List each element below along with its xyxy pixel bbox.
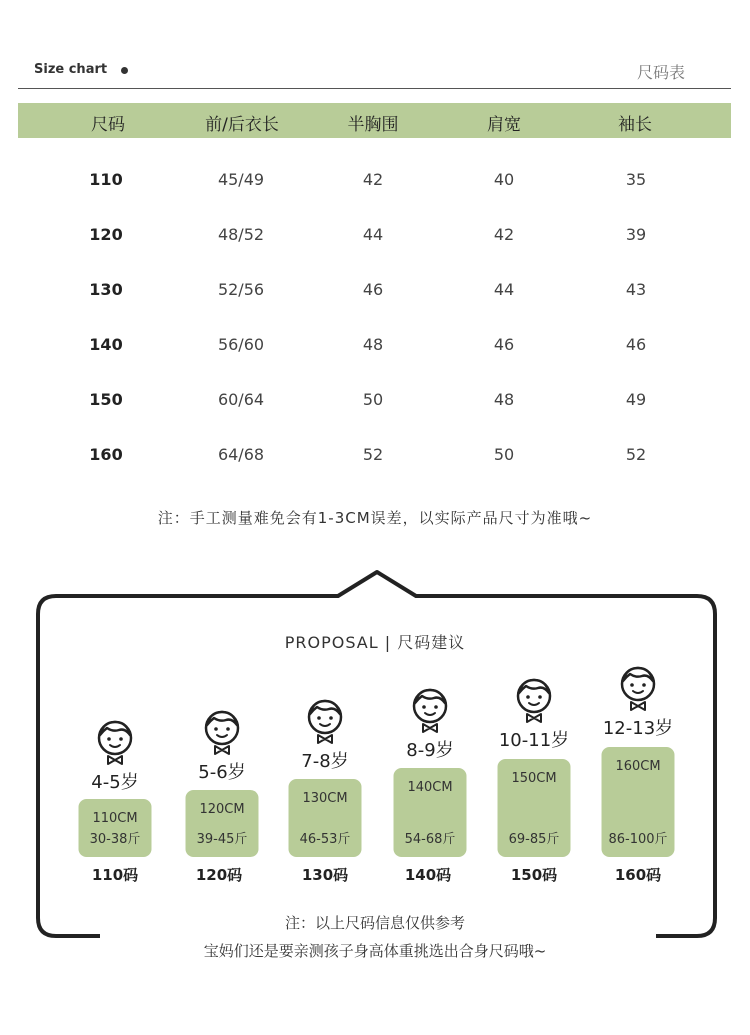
cell-size: 130 [89, 280, 123, 299]
cell-sleeve: 39 [625, 225, 647, 244]
kid-4-5 [65, 718, 165, 794]
height-label: 110CM [92, 811, 138, 826]
cell-size: 110 [89, 170, 123, 189]
child-face-icon [95, 718, 135, 768]
recommended-size: 110码 [91, 866, 139, 884]
col-header-length: 前/后衣长 [205, 115, 279, 135]
size-card [289, 779, 362, 857]
size-card [498, 759, 571, 857]
kid-5-6 [172, 708, 272, 784]
cell-shoulder: 50 [493, 445, 515, 464]
cell-size: 160 [89, 445, 123, 464]
recommended-size: 160码 [614, 866, 662, 884]
cell-length: 64/68 [217, 445, 265, 464]
measurement-note: 注：手工测量难免会有1-3CM误差，以实际产品尺寸为准哦~ [157, 509, 593, 527]
cell-chest: 48 [362, 335, 384, 354]
proposal-title: PROPOSAL | 尺码建议 [284, 633, 466, 652]
weight-label: 54-68斤 [404, 832, 456, 847]
weight-label: 69-85斤 [508, 832, 560, 847]
height-label: 160CM [615, 759, 661, 774]
cell-chest: 50 [362, 390, 384, 409]
cell-length: 52/56 [217, 280, 265, 299]
size-card [186, 790, 259, 857]
age-label: 8-9岁 [406, 740, 454, 761]
size-card [79, 799, 152, 857]
cell-chest: 46 [362, 280, 384, 299]
proposal-note-line1: 注：以上尺码信息仅供参考 [284, 914, 465, 932]
cell-shoulder: 42 [493, 225, 515, 244]
cell-size: 140 [89, 335, 123, 354]
age-label: 10-11岁 [498, 730, 570, 751]
cell-shoulder: 46 [493, 335, 515, 354]
child-face-icon [202, 708, 242, 758]
cell-shoulder: 48 [493, 390, 515, 409]
size-chart-label: Size chart [34, 62, 108, 77]
kid-7-8 [275, 697, 375, 773]
weight-label: 39-45斤 [196, 832, 248, 847]
size-card [602, 747, 675, 857]
cell-sleeve: 52 [625, 445, 647, 464]
proposal-note-line2: 宝妈们还是要亲测孩子身高体重挑选出合身尺码哦~ [203, 942, 547, 960]
col-header-shoulder: 肩宽 [487, 115, 521, 135]
cell-sleeve: 46 [625, 335, 647, 354]
size-card [394, 768, 467, 857]
age-label: 12-13岁 [602, 718, 674, 739]
age-label: 5-6岁 [198, 762, 246, 783]
kid-12-13 [588, 664, 688, 740]
cell-size: 120 [89, 225, 123, 244]
age-label: 4-5岁 [91, 772, 139, 793]
col-header-sleeve: 袖长 [618, 115, 652, 135]
cell-size: 150 [89, 390, 123, 409]
cell-chest: 42 [362, 170, 384, 189]
col-header-size: 尺码 [91, 115, 125, 135]
age-label: 7-8岁 [301, 751, 349, 772]
cell-shoulder: 44 [493, 280, 515, 299]
cell-length: 60/64 [217, 390, 265, 409]
cell-length: 48/52 [217, 225, 265, 244]
cell-sleeve: 49 [625, 390, 647, 409]
col-header-chest: 半胸围 [347, 115, 399, 135]
height-label: 130CM [302, 791, 348, 806]
cell-shoulder: 40 [493, 170, 515, 189]
height-label: 150CM [511, 771, 557, 786]
kid-10-11 [484, 676, 584, 752]
child-face-icon [514, 676, 554, 726]
child-face-icon [305, 697, 345, 747]
recommended-size: 140码 [404, 866, 452, 884]
height-label: 120CM [199, 802, 245, 817]
recommended-size: 130码 [301, 866, 349, 884]
cell-sleeve: 35 [625, 170, 647, 189]
recommended-size: 150码 [510, 866, 558, 884]
cell-chest: 52 [362, 445, 384, 464]
weight-label: 86-100斤 [608, 832, 668, 847]
weight-label: 46-53斤 [299, 832, 351, 847]
height-label: 140CM [407, 780, 453, 795]
weight-label: 30-38斤 [89, 832, 141, 847]
cell-length: 45/49 [217, 170, 265, 189]
child-face-icon [410, 686, 450, 736]
recommended-size: 120码 [195, 866, 243, 884]
cell-chest: 44 [362, 225, 384, 244]
cell-sleeve: 43 [625, 280, 647, 299]
child-face-icon [618, 664, 658, 714]
cell-length: 56/60 [217, 335, 265, 354]
kid-8-9 [380, 686, 480, 762]
size-table-title: 尺码表 [636, 63, 685, 82]
